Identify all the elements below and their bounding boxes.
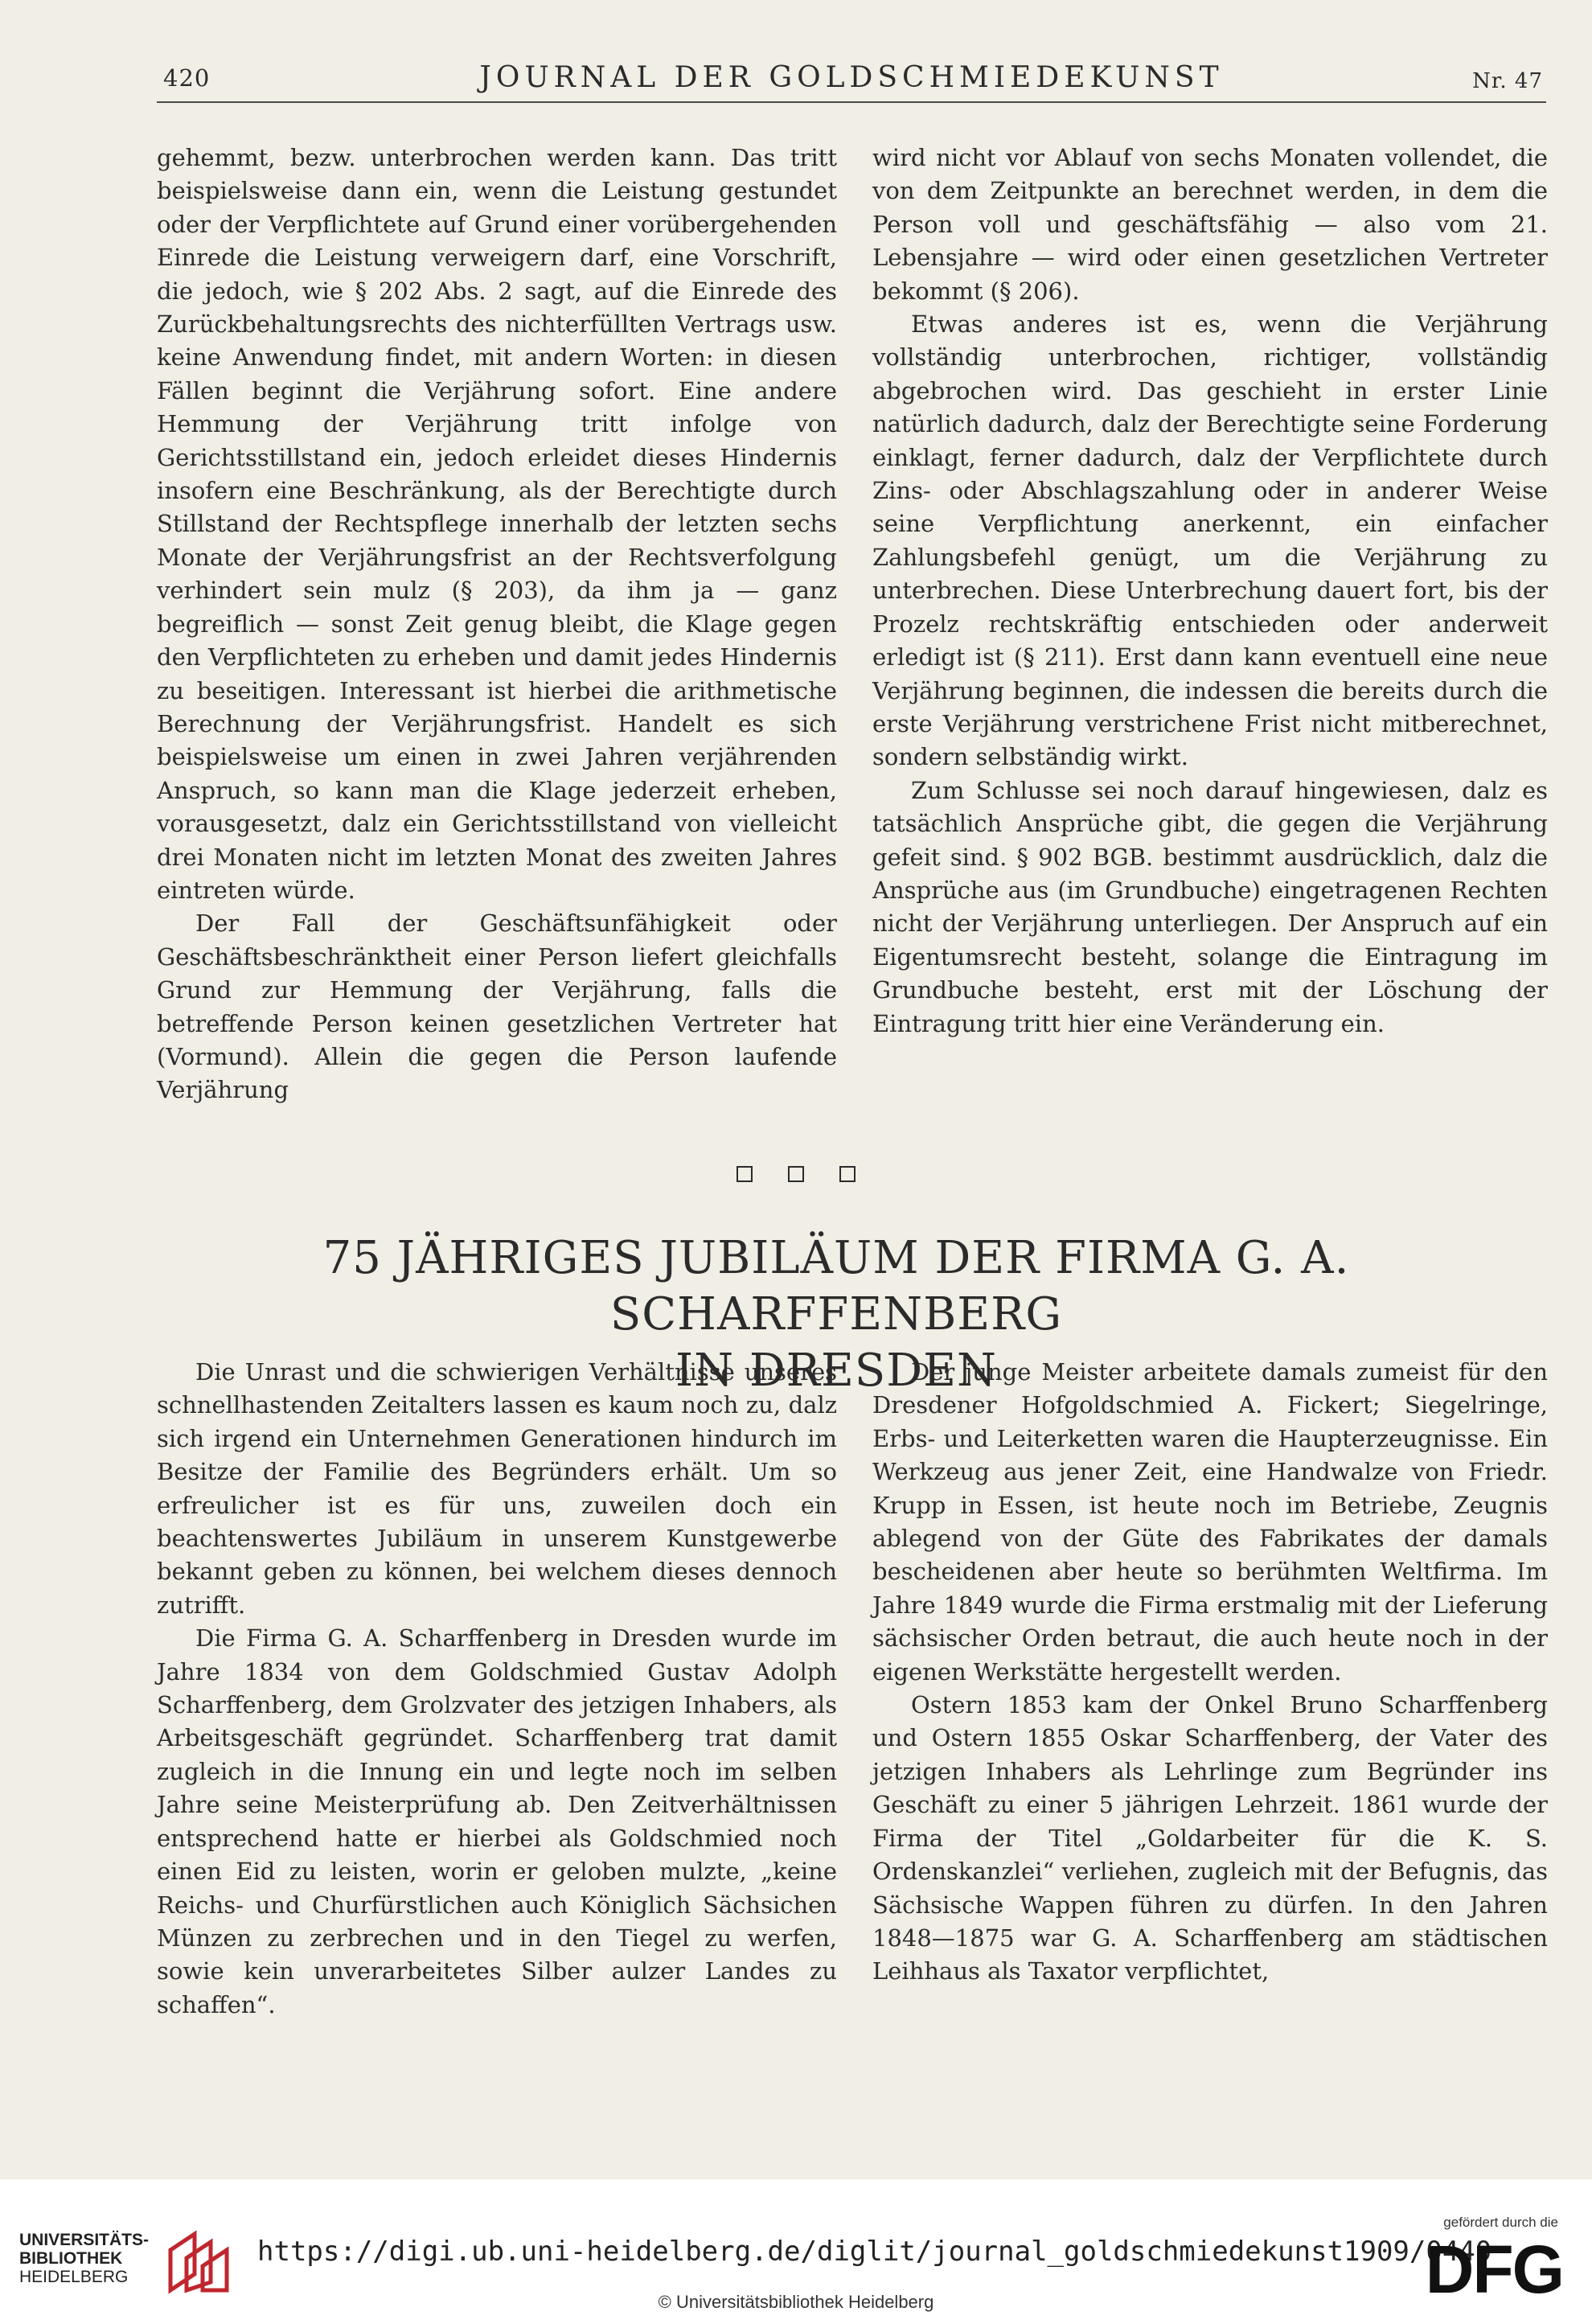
article2-column-right bbox=[872, 1356, 1548, 1989]
permalink-url[interactable]: https://digi.ub.uni-heidelberg.de/diglit/journal_goldschmiedekunst1909/0440 bbox=[257, 2236, 1492, 2268]
paragraph: Der junge Meister arbeitete damals zumeist für den Dresdener Hofgoldschmied A. Fickert; Siegelringe, Erbs- und Leiterketten waren die Haupterzeugnisse. Ein Werkzeug aus jener Zeit, eine Handwalze von Friedr. Krupp in Essen, ist heute noch im Betriebe, Zeugnis ablegend von der Güte des Fabrikates der damals bescheidenen aber heute so berühmten Weltfirma. Im Jahre 1849 wurde die Firma erstmalig mit der Lieferung sächsischer Orden betraut, die auch heute noch in der eigenen Werkstätte hergestellt werden. bbox=[872, 1358, 1548, 1686]
library-logo-icon bbox=[162, 2226, 235, 2298]
footer-bar bbox=[0, 2179, 1592, 2324]
paragraph: wird nicht vor Ablauf von sechs Monaten vollendet, die von dem Zeitpunkte an berechnet werden, in dem die Person voll und geschäftsfähig — also vom 21. Lebensjahre — wird oder einen gesetzlichen Vertreter bekommt (§ 206). bbox=[872, 144, 1548, 305]
library-name-line3: HEIDELBERG bbox=[19, 2268, 129, 2286]
library-name-line1: UNIVERSITÄTS- bbox=[19, 2231, 150, 2249]
article-title-line1: 75 JÄHRIGES JUBILÄUM DER FIRMA G. A. SCHARFFENBERG bbox=[322, 1232, 1350, 1341]
library-name-line2: BIBLIOTHEK bbox=[19, 2249, 123, 2268]
separator-square-icon bbox=[839, 1166, 855, 1182]
article1-column-left bbox=[157, 142, 837, 1107]
paragraph: Zum Schlusse sei noch darauf hingewiesen, dalz es tatsächlich Ansprüche gibt, die gegen die Verjährung gefeit sind. § 902 BGB. bestimmt ausdrücklich, dalz die Ansprüche aus (im Grundbuche) eingetragenen Rechten nicht der Verjährung unterliegen. Der Anspruch auf ein Eigentumsrecht besteht, solange die Eintragung im Grundbuche besteht, erst mit der Löschung der Eintragung tritt hier eine Veränderung ein. bbox=[872, 776, 1548, 1037]
paragraph: Der Fall der Geschäftsunfähigkeit oder Geschäftsbeschränktheit einer Person liefert gleichfalls Grund zur Hemmung der Verjährung, falls die betreffende Person keinen gesetzlichen Vertreter hat (Vormund). Allein die gegen die Person laufende Verjährung bbox=[157, 909, 837, 1104]
article-title-line2: IN DRESDEN bbox=[675, 1345, 997, 1397]
paragraph: Etwas anderes ist es, wenn die Verjährung vollständig unterbrochen, richtiger, vollständig abgebrochen wird. Das geschieht in erster Linie natürlich dadurch, dalz der Berechtigte seine Forderung einklagt, ferner dadurch, dalz der Verpflichtete durch Zins- oder Abschlagszahlung oder in anderer Weise seine Verpflichtung anerkennt, ein einfacher Zahlungsbefehl genügt, um die Verjährung zu unterbrechen. Diese Unterbrechung dauert fort, bis der Prozelz rechtskräftig entschieden oder anderweit erledigt ist (§ 211). Erst dann kann eventuell eine neue Verjährung beginnen, die indessen die bereits durch die erste Verjährung verstrichene Frist nicht mitberechnet, sondern selbständig wirkt. bbox=[872, 310, 1548, 771]
dfg-logo[interactable]: DFG bbox=[1425, 2232, 1563, 2307]
dfg-caption: gefördert durch die bbox=[1443, 2215, 1558, 2230]
separator-square-icon bbox=[788, 1166, 804, 1182]
paragraph: Ostern 1853 kam der Onkel Bruno Scharffenberg und Ostern 1855 Oskar Scharffenberg, der Vater des jetzigen Inhabers als Lehrlinge zum Begründer ins Geschäft zu einer 5 jährigen Lehrzeit. 1861 wurde der Firma der Titel „Goldarbeiter für die K. S. Ordenskanzlei“ verliehen, zugleich mit der Befugnis, das Sächsische Wappen führen zu dürfen. In den Jahren 1848—1875 war G. A. Scharffenberg am städtischen Leihhaus als Taxator verpflichtet, bbox=[872, 1691, 1548, 1985]
issue-number: Nr. 47 bbox=[1472, 69, 1543, 93]
journal-title: JOURNAL DER GOLDSCHMIEDEKUNST bbox=[479, 61, 1224, 94]
paragraph: Die Unrast und die schwierigen Verhältnisse unseres schnellhastenden Zeitalters lassen es kaum noch zu, dalz sich irgend ein Unternehmen Generationen hindurch im Besitze der Familie des Begründers erhält. Um so erfreulicher ist es für uns, zuweilen doch ein beachtenswertes Jubiläum in unserem Kunstgewerbe bekannt geben zu können, bei welchem dieses dennoch zutrifft. bbox=[157, 1358, 837, 1619]
article2-column-left bbox=[157, 1356, 837, 2022]
copyright-notice: © Universitätsbibliothek Heidelberg bbox=[658, 2292, 934, 2312]
page-header bbox=[157, 61, 1546, 103]
library-logo[interactable] bbox=[19, 2218, 236, 2298]
separator-square-icon bbox=[737, 1166, 753, 1182]
library-logo-text bbox=[19, 2231, 149, 2286]
paragraph: Die Firma G. A. Scharffenberg in Dresden wurde im Jahre 1834 von dem Goldschmied Gustav Adolph Scharffenberg, dem Grolzvater des jetzigen Inhabers, als Arbeitsgeschäft gegründet. Scharffenberg trat damit zugleich in die Innung ein und legte noch im selben Jahre seine Meisterprüfung ab. Den Zeitverhältnissen entsprechend hatte er hierbei als Goldschmied noch einen Eid zu leisten, worin er geloben mulzte, „keine Reichs- und Churfürstlichen auch Königlich Sächsichen Münzen zu zerbrechen und in den Tiegel zu werfen, sowie kein unverarbeitetes Silber aulzer Landes zu schaffen“. bbox=[157, 1624, 837, 2018]
article1-column-right bbox=[872, 142, 1548, 1041]
page-number: 420 bbox=[163, 64, 211, 92]
section-separator bbox=[0, 1166, 1592, 1185]
paragraph: gehemmt, bezw. unterbrochen werden kann. Das tritt beispielsweise dann ein, wenn die Leistung gestundet oder der Verpflichtete auf Grund einer vorübergehenden Einrede die Leistung verweigern darf, eine Vorschrift, die jedoch, wie § 202 Abs. 2 sagt, auf die Einrede des Zurückbehaltungsrechts des nichterfüllten Vertrags usw. keine Anwendung findet, mit andern Worten: in diesen Fällen beginnt die Verjährung sofort. Eine andere Hemmung der Verjährung tritt infolge von Gerichtsstillstand ein, jedoch erleidet dieses Hindernis insofern eine Beschränkung, als der Berechtigte durch Stillstand der Rechtspflege innerhalb der letzten sechs Monate der Verjährungsfrist an der Rechtsverfolgung verhindert sein mulz (§ 203), da ihm ja — ganz begreiflich — sonst Zeit genug bleibt, die Klage gegen den Verpflichteten zu erheben und damit jedes Hindernis zu beseitigen. Interessant ist hierbei die arithmetische Berechnung der Verjährungsfrist. Handelt es sich beispielsweise um einen in zwei Jahren verjährenden Anspruch, so kann man die Klage jederzeit erheben, vorausgesetzt, dalz ein Gerichtsstillstand von vielleicht drei Monaten nicht im letzten Monat des zweiten Jahres eintreten würde. bbox=[157, 144, 837, 904]
